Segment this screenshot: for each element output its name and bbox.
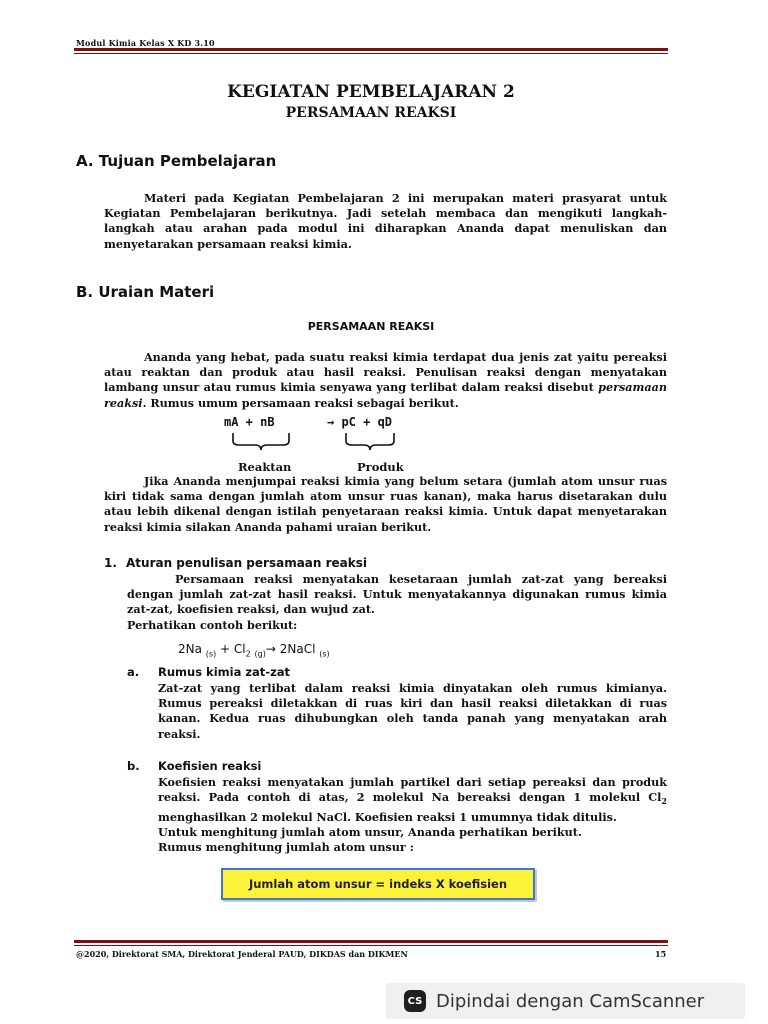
label-produk: Produk [357,460,404,474]
item-b-letter: b. [127,759,140,773]
page-number: 15 [655,949,667,959]
item-a-heading: Rumus kimia zat-zat [158,665,291,679]
camscanner-watermark [386,983,745,1019]
formula-box: Jumlah atom unsur = indeks X koefisien [221,868,535,900]
item-b-heading: Koefisien reaksi [158,759,262,773]
page-subtitle: PERSAMAAN REAKSI [285,105,457,121]
section-a-heading: A. Tujuan Pembelajaran [76,152,277,170]
section-b-paragraph-1: Ananda yang hebat, pada suatu reaksi kimia terdapat dua jenis zat yaitu pereaksi atau reaktan dan produk atau hasil reaksi. Penulisan reaksi dengan menyatakan lambang unsur atau rumus kimia senyawa yang terlibat dalam reaksi disebut persamaan reaksi. Rumus umum persamaan reaksi sebagai berikut. [104,350,667,410]
item-a-text: Zat-zat yang terlibat dalam reaksi kimia dinyatakan oleh rumus kimianya. Rumus pereaksi diletakkan di ruas kiri dan hasil reaksi diletakkan di ruas kanan. Kedua ruas dihubungkan oleh tanda panah yang menyatakan arah reaksi. [158,681,667,741]
footer-rule-thick [74,940,668,943]
product-brace [344,431,396,451]
page-title: KEGIATAN PEMBELAJARAN 2 [227,82,515,102]
label-reaktan: Reaktan [238,460,292,474]
equation-products: → pC + qD [327,415,393,429]
rule-1-number: 1. [104,556,117,570]
section-b-subtitle: PERSAMAAN REAKSI [307,320,435,333]
item-b-text: Koefisien reaksi menyatakan jumlah partikel dari setiap pereaksi dan produk reaksi. Pada contoh di atas, 2 molekul Na bereaksi dengan 1 molekul $Cl_2$ menghasilkan 2 molekul NaCl. Koefisien reaksi 1 umumnya tidak ditulis. Untuk menghitung jumlah atom unsur, Ananda perhatikan berikut. Rumus menghitung jumlah atom unsur : [158,775,667,855]
section-b-paragraph-2: Jika Ananda menjumpai reaksi kimia yang belum setara (jumlah atom unsur ruas kiri tidak sama dengan jumlah atom unsur ruas kanan), maka harus disetarakan dulu atau lebih dikenal dengan istilah penyetaraan reaksi kimia. Untuk dapat menyetarakan reaksi kimia silakan Ananda pahami uraian berikut. [104,474,667,534]
rule-1-heading: Aturan penulisan persamaan reaksi [126,556,368,570]
footer-rule-thin [74,945,668,946]
footer-copyright: @2020, Direktorat SMA, Direktorat Jenderal PAUD, DIKDAS dan DIKMEN [76,949,408,959]
equation-reactants: mA + nB [224,415,275,429]
reactant-brace [231,431,291,451]
item-a-letter: a. [127,665,140,679]
header-rule-thick [74,48,668,51]
example-equation: 2Na $_{(s)} + Cl_2$ $_{(g)}$→ 2NaCl $_{(s)}$ [178,642,330,659]
section-b-heading: B. Uraian Materi [76,283,215,301]
camscanner-text: Dipindai dengan CamScanner [436,990,705,1012]
camscanner-logo-icon: CS [404,990,426,1012]
module-header: Modul Kimia Kelas X KD 3.10 [76,38,215,48]
section-a-paragraph: Materi pada Kegiatan Pembelajaran 2 ini merupakan materi prasyarat untuk Kegiatan Pembelajaran berikutnya. Jadi setelah membaca dan mengikuti langkah-langkah atau arahan pada modul ini diharapkan Ananda dapat menuliskan dan menyetarakan persamaan reaksi kimia. [104,191,667,251]
rule-1-paragraph: Persamaan reaksi menyatakan kesetaraan jumlah zat-zat yang bereaksi dengan jumlah zat-zat hasil reaksi. Untuk menyatakannya digunakan rumus kimia zat-zat, koefisien reaksi, dan wujud zat. Perhatikan contoh berikut: [127,572,667,632]
header-rule-thin [74,53,668,54]
